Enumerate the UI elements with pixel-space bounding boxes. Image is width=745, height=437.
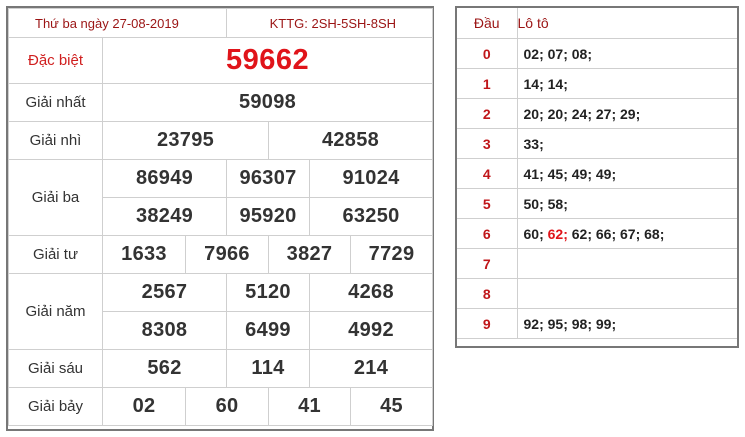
prize-label-g2: Giải nhì	[9, 122, 103, 160]
loto-values: 33;	[517, 129, 737, 159]
loto-row	[457, 39, 737, 69]
prize-number: 2567	[103, 274, 227, 312]
loto-header-dau: Đầu	[457, 8, 517, 39]
loto-value: 60;	[523, 225, 548, 242]
prize-label-g5: Giải năm	[9, 274, 103, 350]
prize-number: 4268	[310, 274, 433, 312]
prize-number: 562	[103, 350, 227, 388]
prize-number: 7729	[351, 236, 433, 274]
results-header	[9, 9, 433, 38]
prize-number: 8308	[103, 312, 227, 350]
prize-row-g7	[9, 388, 433, 426]
prize-label-db: Đặc biệt	[9, 38, 103, 84]
loto-row	[457, 69, 737, 99]
prize-number: 38249	[103, 198, 227, 236]
loto-row	[457, 309, 737, 339]
loto-values: 50; 58;	[517, 189, 737, 219]
loto-values: 14; 14;	[517, 69, 737, 99]
prize-row-g1	[9, 84, 433, 122]
prize-number: 6499	[227, 312, 310, 350]
loto-head-digit: 5	[457, 189, 517, 219]
prize-label-g3: Giải ba	[9, 160, 103, 236]
loto-head-digit: 8	[457, 279, 517, 309]
loto-row	[457, 219, 737, 249]
prize-row-db	[9, 38, 433, 84]
prize-label-g4: Giải tư	[9, 236, 103, 274]
loto-values	[517, 279, 737, 309]
loto-head-digit: 6	[457, 219, 517, 249]
results-table	[6, 6, 434, 431]
prize-number: 59098	[103, 84, 433, 122]
loto-header	[457, 8, 737, 39]
prize-number: 1633	[103, 236, 186, 274]
draw-date: Thứ ba ngày 27-08-2019	[9, 9, 227, 38]
prize-number: 42858	[269, 122, 433, 160]
loto-head-digit: 0	[457, 39, 517, 69]
loto-row	[457, 99, 737, 129]
prize-number: 91024	[310, 160, 433, 198]
loto-head-digit: 2	[457, 99, 517, 129]
prize-row-g6	[9, 350, 433, 388]
prize-number: 41	[269, 388, 351, 426]
loto-header-loto: Lô tô	[517, 8, 737, 39]
loto-values: 02; 07; 08;	[517, 39, 737, 69]
loto-head-digit: 3	[457, 129, 517, 159]
prize-number: 63250	[310, 198, 433, 236]
prize-label-g6: Giải sáu	[9, 350, 103, 388]
prize-number: 23795	[103, 122, 269, 160]
loto-head-digit: 4	[457, 159, 517, 189]
prize-number: 02	[103, 388, 186, 426]
loto-value: 62; 66; 67; 68;	[567, 225, 665, 242]
loto-row	[457, 129, 737, 159]
loto-values: 41; 45; 49; 49;	[517, 159, 737, 189]
loto-row	[457, 279, 737, 309]
prize-row-g4	[9, 236, 433, 274]
loto-head-digit: 1	[457, 69, 517, 99]
prize-number: 4992	[310, 312, 433, 350]
prize-label-g7: Giải bảy	[9, 388, 103, 426]
special-prize-number: 59662	[103, 38, 433, 84]
loto-head-digit: 7	[457, 249, 517, 279]
prize-row-g5a	[9, 274, 433, 312]
loto-values: 92; 95; 98; 99;	[517, 309, 737, 339]
prize-number: 86949	[103, 160, 227, 198]
loto-row	[457, 189, 737, 219]
prize-number: 7966	[186, 236, 269, 274]
loto-row	[457, 249, 737, 279]
prize-number: 95920	[227, 198, 310, 236]
prize-number: 214	[310, 350, 433, 388]
prize-number: 5120	[227, 274, 310, 312]
draw-code: KTTG: 2SH-5SH-8SH	[227, 9, 433, 38]
prize-row-g2	[9, 122, 433, 160]
loto-row	[457, 159, 737, 189]
loto-head-digit: 9	[457, 309, 517, 339]
loto-values	[517, 249, 737, 279]
prize-label-g1: Giải nhất	[9, 84, 103, 122]
loto-value-special: 62;	[547, 225, 568, 242]
prize-number: 60	[186, 388, 269, 426]
prize-number: 96307	[227, 160, 310, 198]
loto-table	[455, 6, 739, 348]
loto-values	[517, 219, 737, 249]
prize-row-g3a	[9, 160, 433, 198]
prize-number: 45	[351, 388, 433, 426]
prize-number: 3827	[269, 236, 351, 274]
prize-number: 114	[227, 350, 310, 388]
loto-values: 20; 20; 24; 27; 29;	[517, 99, 737, 129]
